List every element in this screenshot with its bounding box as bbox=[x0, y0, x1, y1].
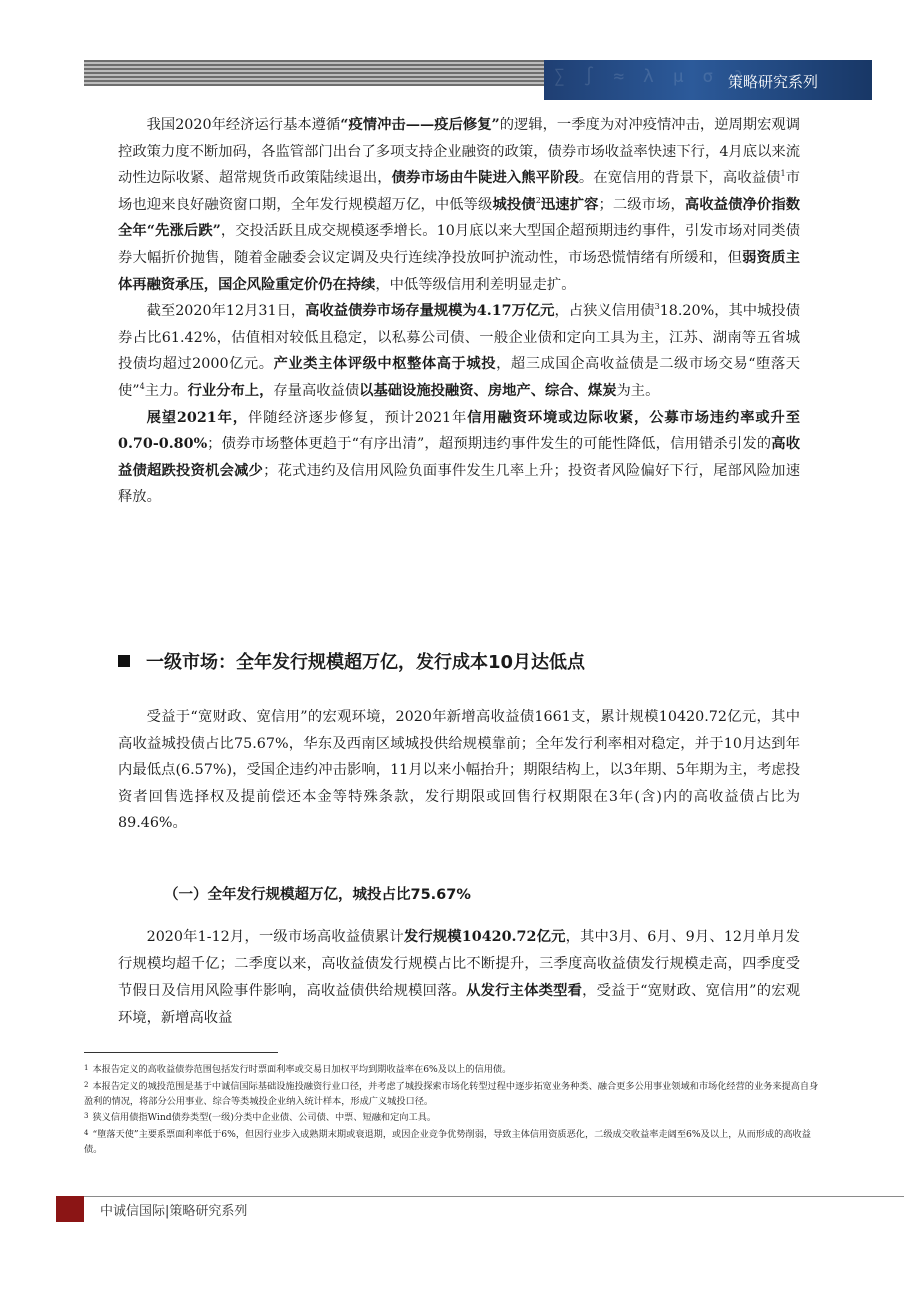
square-bullet-icon bbox=[118, 655, 130, 667]
section-body bbox=[118, 704, 800, 837]
footnote-ref-1[interactable]: 1 bbox=[780, 169, 786, 179]
footer-divider bbox=[84, 1196, 904, 1197]
footnote-divider bbox=[84, 1052, 278, 1053]
header-banner bbox=[544, 60, 872, 100]
footer-brand-mark bbox=[56, 1196, 84, 1222]
footnote-ref-2[interactable]: 2 bbox=[535, 196, 541, 206]
footnote-3: $^3$ 狭义信用债指Wind债券类型(一级)分类中企业债、公司债、中票、短融和定向工具。 bbox=[84, 1112, 437, 1124]
intro-paragraph-3: 展望2021年，伴随经济逐步修复，预计2021年信用融资环境或边际收紧，公募市场违约率或升至0.70-0.80%；债券市场整体更趋于“有序出清”，超预期违约事件发生的可能性降低，信用错杀引发的高收益债超跌投资机会减少；花式违约及信用风险负面事件发生几率上升；投资者风险偏好下行，尾部风险加速释放。 bbox=[118, 409, 801, 506]
section-paragraph: 受益于“宽财政、宽信用”的宏观环境，2020年新增高收益债1661支，累计规模10420.72亿元，其中高收益城投债占比75.67%，华东及西南区域城投供给规模靠前；全年发行利率相对稳定，并于10月达到年内最低点(6.57%)，受国企违约冲击影响，11月以来小幅抬升；期限结构上，以3年期、5年期为主，考虑投资者回售选择权及提前偿还本金等特殊条款，发行期限或回售行权期限在3年(含)内的高收益债占比为89.46%。 bbox=[118, 709, 800, 832]
intro-paragraph-2: 截至2020年12月31日，高收益债券市场存量规模为4.17万亿元，占狭义信用债$^3$18.20%，其中城投债券占比61.42%，估值相对较低且稳定，以私募公司债、一般企业债和定向工具为主，江苏、湖南等五省城投债均超过2000亿元。产业类主体评级中枢整体高于城投，超三成国企高收益债是二级市场交易“堕落天使”$^4$主力。行业分布上，存量高收益债以基础设施投融资、房地产、综合、煤炭为主。 bbox=[118, 302, 801, 399]
subsection-body bbox=[118, 924, 800, 1032]
section-heading: 一级市场：全年发行规模超万亿，发行成本10月达低点 bbox=[118, 648, 818, 674]
header-series-title: 策略研究系列 bbox=[727, 73, 818, 91]
intro-section bbox=[118, 112, 800, 511]
banner-decoration: ∑ ∫ ≈ λ μ σ ∂ bbox=[554, 66, 747, 87]
intro-paragraph-1: 我国2020年经济运行基本遵循“疫情冲击——疫后修复”的逻辑，一季度为对冲疫情冲击，逆周期宏观调控政策力度不断加码，各监管部门出台了多项支持企业融资的政策，债券市场收益率快速下行，4月底以来流动性边际收紧、超常规货币政策陆续退出，债券市场由牛陡进入熊平阶段。在宽信用的背景下，高收益债$^1$市场也迎来良好融资窗口期，全年发行规模超万亿，中低等级城投债$^2$迅速扩容；二级市场，高收益债净价指数全年“先涨后跌”，交投活跃且成交规模逐季增长。10月底以来大型国企超预期违约事件，引发市场对同类债券大幅折价抛售，随着金融委会议定调及央行连续净投放呵护流动性，市场恐慌情绪有所缓和，但弱资质主体再融资承压，国企风险重定价仍在持续，中低等级信用利差明显走扩。 bbox=[118, 117, 801, 293]
footnotes bbox=[84, 1061, 824, 1158]
header-stripes bbox=[84, 60, 544, 86]
subsection-paragraph: 2020年1-12月，一级市场高收益债累计发行规模10420.72亿元，其中3月、6月、9月、12月单月发行规模均超千亿；二季度以来，高收益债发行规模占比不断提升，三季度高收益债发行规模走高，四季度受节假日及信用风险事件影响，高收益债供给规模回落。从发行主体类型看，受益于“宽财政、宽信用”的宏观环境，新增高收益 bbox=[118, 929, 800, 1026]
subsection-heading: （一）全年发行规模超万亿，城投占比75.67% bbox=[164, 887, 471, 903]
footer-text: 中诚信国际|策略研究系列 bbox=[100, 1204, 248, 1219]
footnote-4: $^4$ “堕落天使”主要系票面利率低于6%，但因行业步入成熟期末期或衰退期，或因企业竞争优势削弱，导致主体信用资质恶化，二级成交收益率走阔至6%及以上，从而形成的高收益债。 bbox=[84, 1129, 811, 1155]
footnote-ref-3[interactable]: 3 bbox=[654, 302, 660, 312]
footnote-1: $^1$ 本报告定义的高收益债券范围包括发行时票面利率或交易日加权平均到期收益率在6%及以上的信用债。 bbox=[84, 1064, 512, 1075]
footnote-2: $^2$ 本报告定义的城投范围是基于中诚信国际基础设施投融资行业口径，并考虑了城投探索市场化转型过程中逐步拓宽业务种类、融合更多公用事业领域和市场化经营的业务来提高自身盈利的情况，将部分公用事业、综合等类城投企业纳入统计样本，形成广义城投口径。 bbox=[84, 1080, 819, 1107]
footnote-ref-4[interactable]: 4 bbox=[139, 382, 145, 392]
